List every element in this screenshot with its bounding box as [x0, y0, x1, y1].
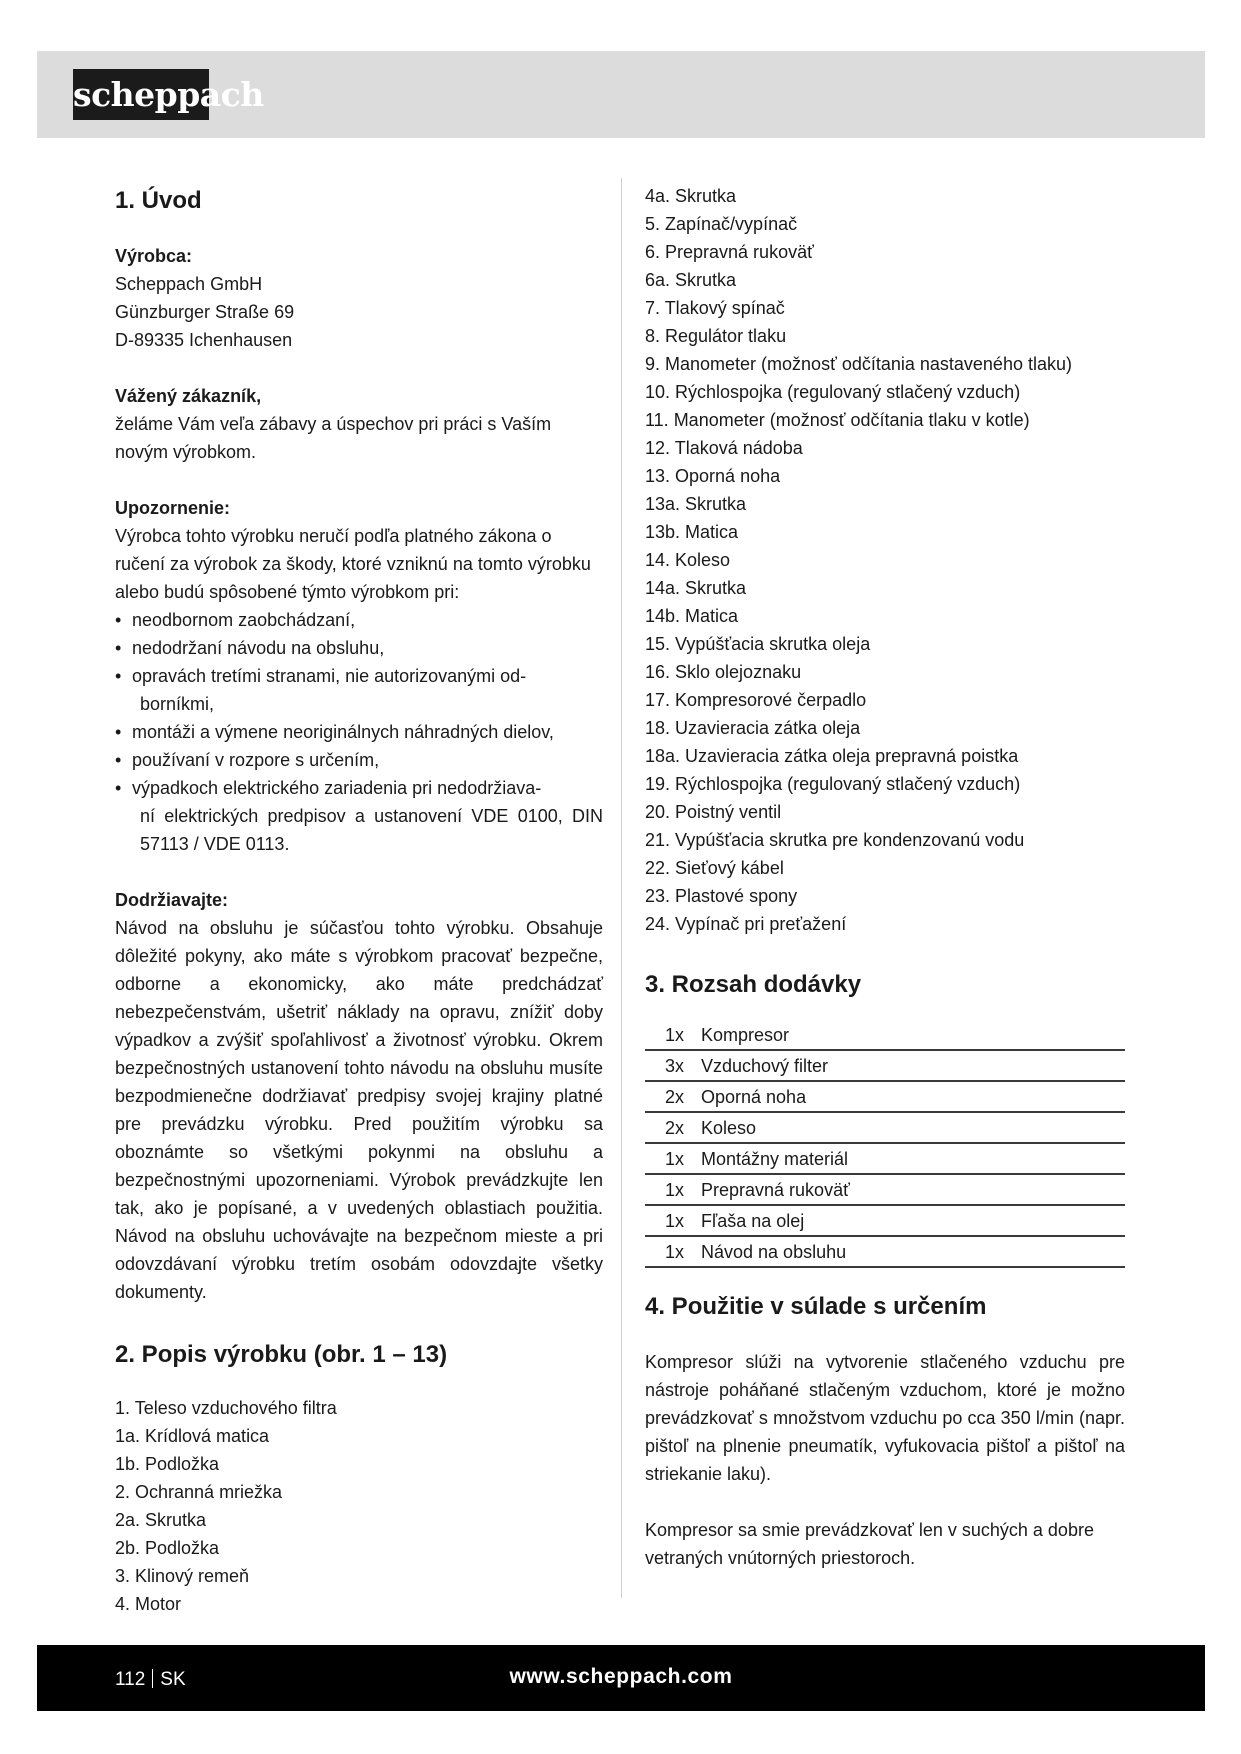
part-list-left [115, 1394, 603, 1618]
list-item: 16. Sklo olejoznaku [645, 662, 802, 682]
table-row [645, 1050, 1125, 1081]
table-row [645, 1205, 1125, 1236]
list-item: 13a. Skrutka [645, 494, 747, 514]
list-item: 24. Vypínač pri preťažení [645, 914, 847, 934]
list-item: 9. Manometer (možnosť odčítania nastaveného tlaku) [645, 354, 1072, 374]
notice-list [115, 606, 603, 858]
list-item: • montáži a výmene neoriginálnych náhradných dielov, [115, 718, 603, 746]
list-item: 14b. Matica [645, 606, 739, 626]
right-column [645, 184, 1125, 1572]
footer-bar [37, 1645, 1205, 1711]
list-item: 3. Klinový remeň [115, 1566, 250, 1586]
section-heading-intended-use: 4. Použitie v súlade s určením [645, 1293, 987, 1320]
language-code: SK [160, 1669, 186, 1690]
section-heading-description: 2. Popis výrobku (obr. 1 – 13) [115, 1341, 448, 1368]
item-cell: Návod na obsluhu [701, 1236, 1125, 1267]
list-item: 1a. Krídlová matica [115, 1426, 270, 1446]
left-column [115, 184, 603, 1618]
list-item: • výpadkoch elektrického zariadenia pri nedodržiava- ní elektrických predpisov a ustanovení VDE 0100, DIN 57113 / VDE 0113. [115, 774, 603, 858]
intended-use-text: Kompresor slúži na vytvorenie stlačeného vzduchu pre nástroje poháňané stlačeným vzduchom, ktoré je možno prevádzkovať s množstvom vzduchu po cca 350 l/min (napr. pištoľ na plnenie pneumatík, vyfukovacia pištoľ a pištoľ na striekanie laku). [645, 1352, 1125, 1484]
list-item: 7. Tlakový spínač [645, 298, 785, 318]
item-cell: Vzduchový filter [701, 1050, 1125, 1081]
notice-text: Výrobca tohto výrobku neručí podľa platného zákona o ručení za výrobok za škody, ktoré vzniknú na tomto výrobku alebo budú spôsobené týmto výrobkom pri: [115, 526, 591, 602]
intended-use-text: Kompresor sa smie prevádzkovať len v suchých a dobre vetraných vnútorných priestoroch. [645, 1520, 1094, 1568]
qty-cell: 1x [645, 1174, 701, 1205]
list-item: 10. Rýchlospojka (regulovaný stlačený vzduch) [645, 382, 1021, 402]
list-item: • opravách tretími stranami, nie autorizovanými od- borníkmi, [115, 662, 603, 718]
item-cell: Fľaša na olej [701, 1205, 1125, 1236]
qty-cell: 2x [645, 1081, 701, 1112]
website-link[interactable]: www.scheppach.com [509, 1665, 733, 1688]
manufacturer-label: Výrobca: [115, 246, 193, 266]
list-item: 2. Ochranná mriežka [115, 1482, 283, 1502]
list-item: 8. Regulátor tlaku [645, 326, 787, 346]
manufacturer-line: Günzburger Straße 69 [115, 302, 295, 322]
section-heading-intro: 1. Úvod [115, 187, 202, 214]
page-number: 112 [115, 1669, 146, 1690]
list-item: 14a. Skrutka [645, 578, 747, 598]
list-item: 21. Vypúšťacia skrutka pre kondenzovanú vodu [645, 830, 1025, 850]
list-item: 6. Prepravná rukoväť [645, 242, 814, 262]
list-item: 20. Poistný ventil [645, 802, 782, 822]
part-list-right [645, 182, 1125, 938]
scheppach-logo: scheppach [73, 69, 209, 120]
list-item: • používaní v rozpore s určením, [115, 746, 603, 774]
table-row [645, 1174, 1125, 1205]
qty-cell: 2x [645, 1112, 701, 1143]
qty-cell: 3x [645, 1050, 701, 1081]
customer-label: Vážený zákazník, [115, 386, 262, 406]
section-heading-scope: 3. Rozsah dodávky [645, 971, 862, 998]
customer-text: želáme Vám veľa zábavy a úspechov pri práci s Vaším novým výrobkom. [115, 414, 552, 462]
qty-cell: 1x [645, 1020, 701, 1050]
list-item: 1b. Podložka [115, 1454, 220, 1474]
table-row [645, 1236, 1125, 1267]
notice-label: Upozornenie: [115, 498, 230, 518]
list-item: 13b. Matica [645, 522, 739, 542]
list-item: 14. Koleso [645, 550, 731, 570]
column-divider [621, 178, 622, 1598]
scope-table [645, 1020, 1125, 1268]
list-item: 13. Oporná noha [645, 466, 781, 486]
list-item: • nedodržaní návodu na obsluhu, [115, 634, 603, 662]
item-cell: Prepravná rukoväť [701, 1174, 1125, 1205]
observe-label: Dodržiavajte: [115, 890, 229, 910]
qty-cell: 1x [645, 1205, 701, 1236]
item-cell: Koleso [701, 1112, 1125, 1143]
list-item: 1. Teleso vzduchového filtra [115, 1398, 337, 1418]
list-item: 18a. Uzavieracia zátka oleja prepravná poistka [645, 746, 1019, 766]
list-item: 18. Uzavieracia zátka oleja [645, 718, 861, 738]
list-item: 4. Motor [115, 1594, 182, 1614]
list-item: 11. Manometer (možnosť odčítania tlaku v kotle) [645, 410, 1030, 430]
table-row [645, 1081, 1125, 1112]
manufacturer-line: D-89335 Ichenhausen [115, 330, 293, 350]
item-cell: Montážny materiál [701, 1143, 1125, 1174]
list-item: 2a. Skrutka [115, 1510, 207, 1530]
table-row [645, 1020, 1125, 1050]
list-item: 4a. Skrutka [645, 186, 737, 206]
manufacturer-line: Scheppach GmbH [115, 274, 263, 294]
list-item: 6a. Skrutka [645, 270, 737, 290]
list-item: 19. Rýchlospojka (regulovaný stlačený vzduch) [645, 774, 1021, 794]
table-row [645, 1112, 1125, 1143]
item-cell: Oporná noha [701, 1081, 1125, 1112]
list-item: • neodbornom zaobchádzaní, [115, 606, 603, 634]
qty-cell: 1x [645, 1143, 701, 1174]
observe-text: Návod na obsluhu je súčasťou tohto výrobku. Obsahuje dôležité pokyny, ako máte s výrobkom pracovať bezpečne, odborne a ekonomicky, ako máte predchádzať nebezpečenstvám, ušetriť náklady na opravu, znížiť doby výpadkov a zvýšiť spoľahlivosť a životnosť výrobku. Okrem bezpečnostných ustanovení tohto návodu na obsluhu musíte bezpodmienečne dodržiavať predpisy svojej krajiny platné pre prevádzku výrobku. Pred použitím výrobku sa oboznámte so všetkými pokynmi na obsluhu a bezpečnostnými upozorneniami. Výrobok prevádzkujte len tak, ako je popísané, a v uvedených oblastiach použitia. Návod na obsluhu uchovávajte na bezpečnom mieste a pri odovzdávaní výrobku tretím osobám odovzdajte všetky dokumenty. [115, 918, 603, 1302]
qty-cell: 1x [645, 1236, 701, 1267]
list-item: 15. Vypúšťacia skrutka oleja [645, 634, 871, 654]
item-cell: Kompresor [701, 1020, 1125, 1050]
table-row [645, 1143, 1125, 1174]
list-item: 5. Zapínač/vypínač [645, 214, 798, 234]
list-item: 23. Plastové spony [645, 886, 798, 906]
list-item: 12. Tlaková nádoba [645, 438, 803, 458]
list-item: 17. Kompresorové čerpadlo [645, 690, 867, 710]
list-item: 2b. Podložka [115, 1538, 220, 1558]
list-item: 22. Sieťový kábel [645, 858, 784, 878]
